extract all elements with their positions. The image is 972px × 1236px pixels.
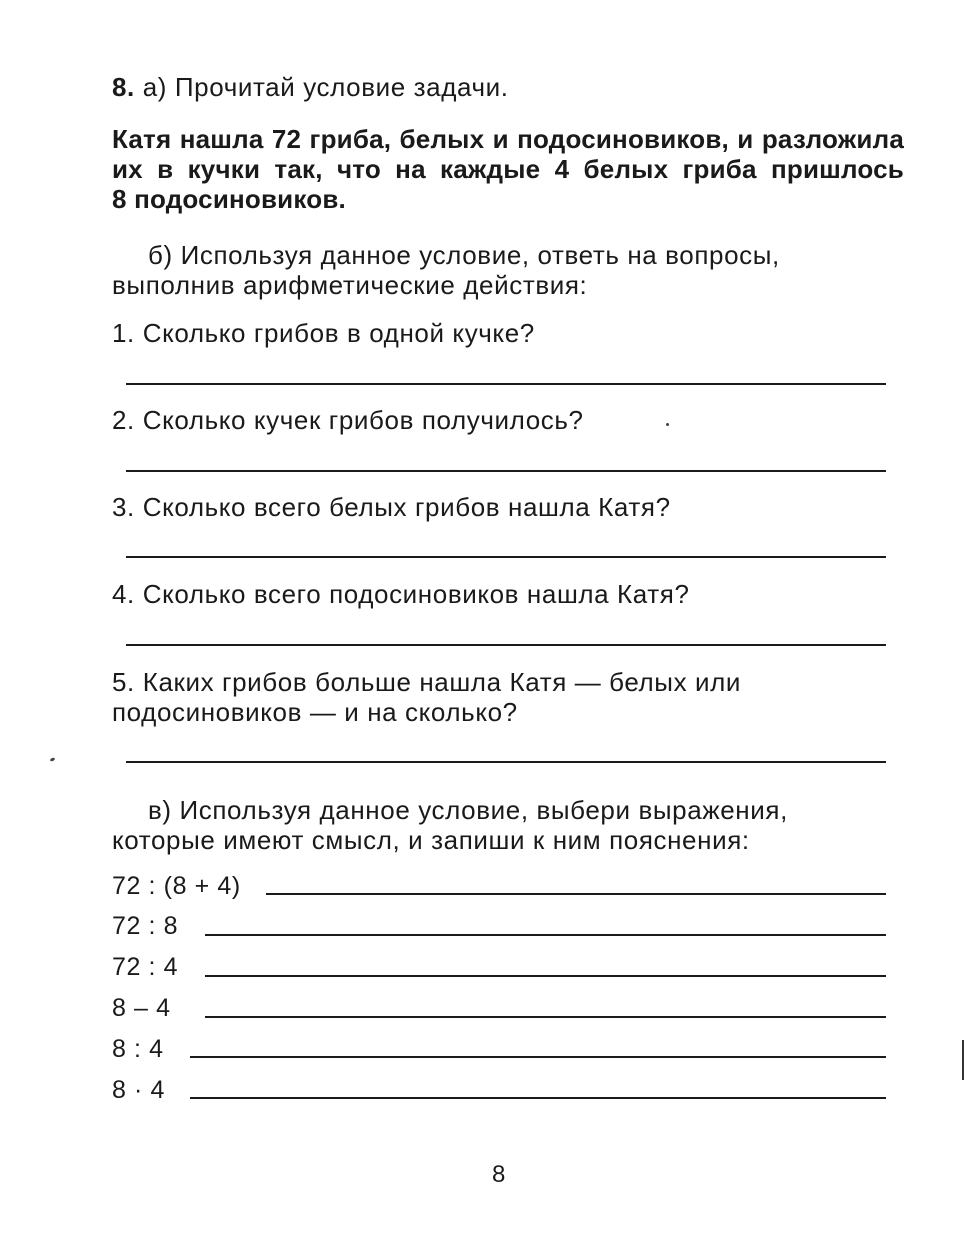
question-4: 4. Сколько всего подосиновиков нашла Катя?	[112, 579, 690, 609]
task-number: 8.	[112, 72, 135, 102]
answer-line-4[interactable]	[126, 644, 886, 646]
condition-line-3: 8 подосиновиков.	[112, 184, 346, 214]
answer-line-3[interactable]	[126, 556, 886, 558]
part-b-line-1: б) Используя данное условие, ответь на вопросы,	[148, 240, 780, 270]
part-v-line-2: которые имеют смысл, и запиши к ним пояснения:	[112, 825, 750, 855]
question-2: 2. Сколько кучек грибов получилось?	[112, 405, 584, 435]
expression-line-5[interactable]	[190, 1056, 886, 1058]
expression-1: 72 : (8 + 4)	[112, 872, 241, 900]
expression-6: 8 · 4	[112, 1076, 166, 1104]
problem-condition	[112, 124, 904, 214]
answer-line-5[interactable]	[126, 761, 886, 763]
expression-5: 8 : 4	[112, 1035, 164, 1063]
answer-line-2[interactable]	[126, 470, 886, 472]
condition-line-2: их в кучки так, что на каждые 4 белых гриба пришлось	[112, 154, 904, 184]
question-5-line-2: подосиновиков — и на сколько?	[112, 697, 518, 727]
scan-speck	[666, 423, 669, 426]
part-b-line-2: выполнив арифметические действия:	[112, 270, 588, 300]
scan-edge-mark	[962, 1040, 964, 1080]
expression-line-2[interactable]	[205, 934, 886, 936]
expression-4: 8 – 4	[112, 994, 171, 1022]
page-number: 8	[492, 1161, 506, 1188]
expression-3: 72 : 4	[112, 953, 179, 981]
question-1: 1. Сколько грибов в одной кучке?	[112, 318, 535, 348]
expression-line-4[interactable]	[205, 1016, 886, 1018]
condition-line-1: Катя нашла 72 гриба, белых и подосиновиков, и разложила	[112, 124, 904, 154]
question-5-line-1: 5. Каких грибов больше нашла Катя — белых или	[112, 667, 742, 697]
expression-line-1[interactable]	[266, 893, 886, 895]
expression-line-3[interactable]	[205, 975, 886, 977]
task-header	[112, 72, 509, 102]
task-part-a: а) Прочитай условие задачи.	[142, 72, 509, 102]
answer-line-1[interactable]	[126, 383, 886, 385]
expression-line-6[interactable]	[190, 1097, 886, 1099]
part-v-line-1: в) Используя данное условие, выбери выражения,	[148, 795, 788, 825]
question-3: 3. Сколько всего белых грибов нашла Катя?	[112, 492, 671, 522]
expression-2: 72 : 8	[112, 912, 179, 940]
scan-speck	[50, 757, 56, 762]
